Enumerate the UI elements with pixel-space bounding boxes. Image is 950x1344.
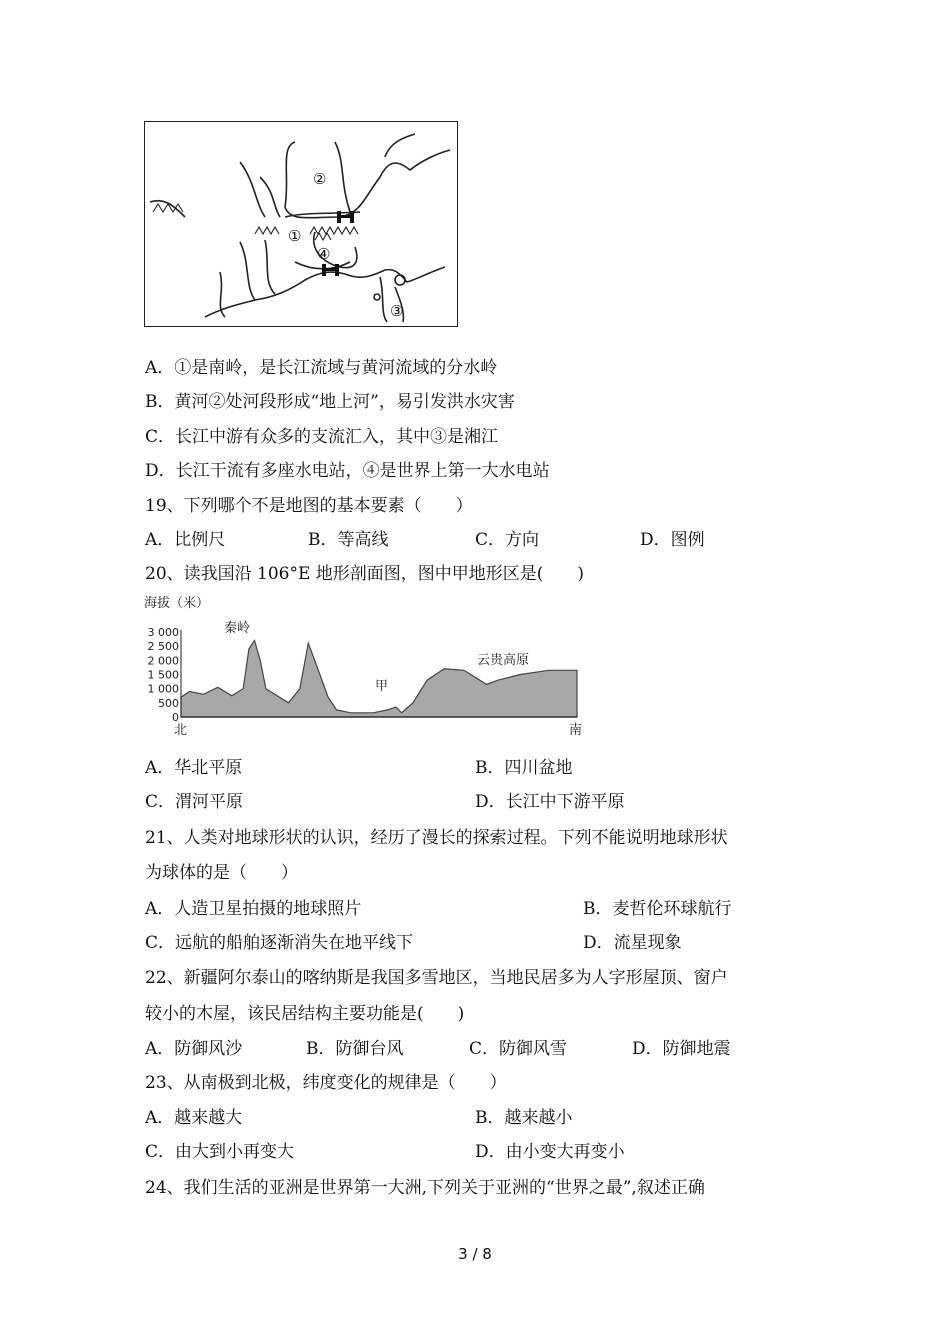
q22-option-d: D．防御地震 (632, 1039, 731, 1059)
q20-stem: 20、读我国沿 106°E 地形剖面图，图中甲地形区是( ) (145, 564, 585, 584)
q20-option-d: D．长江中下游平原 (475, 792, 625, 812)
y-axis-label: 海拔（米） (144, 596, 210, 611)
terrain-profile-svg (144, 592, 594, 738)
q20-option-c: C．渭河平原 (145, 792, 244, 812)
y-tick-label: 2 500 (147, 640, 179, 654)
q21-option-a: A．人造卫星拍摄的地球照片 (145, 899, 362, 919)
q19-option-d: D．图例 (640, 530, 705, 550)
q19-option-b: B．等高线 (308, 530, 389, 550)
y-tick-label: 0 (172, 711, 179, 724)
q20-option-b: B．四川盆地 (475, 758, 573, 778)
q22-stem-line2: 较小的木屋，该民居结构主要功能是( ) (145, 1004, 465, 1024)
yellow-river (285, 142, 450, 218)
marker-1: ① (288, 227, 302, 245)
q21-stem-line1: 21、人类对地球形状的认识，经历了漫长的探索过程。下列不能说明地球形状 (145, 828, 728, 848)
q23-option-c: C．由大到小再变大 (145, 1142, 295, 1162)
marker-2: ② (313, 170, 327, 188)
mountain-symbols (153, 204, 358, 240)
q23-option-b: B．越来越小 (475, 1108, 573, 1128)
q22-stem-line1: 22、新疆阿尔泰山的喀纳斯是我国多雪地区，当地民居多为人字形屋顶、窗户 (145, 968, 728, 988)
annotation-qinling: 秦岭 (224, 621, 251, 636)
y-tick-label: 1 500 (147, 668, 179, 682)
q24-stem: 24、我们生活的亚洲是世界第一大洲,下列关于亚洲的“世界之最”,叙述正确 (145, 1178, 705, 1198)
page-number: 3 / 8 (458, 1245, 492, 1263)
q18-option-c: C．长江中游有众多的支流汇入，其中③是湘江 (145, 427, 499, 447)
x-start-label: 北 (174, 723, 188, 738)
q19-option-a: A．比例尺 (145, 530, 226, 550)
q20-option-a: A．华北平原 (145, 758, 243, 778)
q18-option-a: A．①是南岭，是长江流域与黄河流域的分水岭 (145, 358, 498, 378)
q21-stem-line2: 为球体的是（ ） (145, 863, 298, 883)
q23-option-d: D．由小变大再变小 (475, 1142, 625, 1162)
q18-option-b: B．黄河②处河段形成“地上河”，易引发洪水灾害 (145, 392, 515, 412)
q22-option-b: B．防御台风 (306, 1039, 404, 1059)
q21-option-c: C．远航的船舶逐渐消失在地平线下 (145, 933, 414, 953)
q18-option-d: D．长江干流有多座水电站，④是世界上第一大水电站 (145, 461, 550, 481)
y-tick-label: 500 (158, 696, 179, 710)
y-tick-label: 1 000 (147, 682, 179, 696)
marker-3: ③ (390, 302, 404, 320)
marker-4: ④ (317, 245, 331, 263)
q22-option-a: A．防御风沙 (145, 1039, 243, 1059)
river-map (145, 122, 456, 325)
q19-option-c: C．方向 (475, 530, 540, 550)
river-map-figure (144, 121, 458, 327)
y-tick-label: 2 000 (147, 654, 179, 668)
q21-option-b: B．麦哲伦环球航行 (583, 899, 732, 919)
annotation-yungui: 云贵高原 (477, 653, 530, 668)
y-tick-label: 3 000 (147, 626, 179, 639)
q23-stem: 23、从南极到北极，纬度变化的规律是（ ） (145, 1073, 507, 1093)
q23-option-a: A．越来越大 (145, 1108, 243, 1128)
q22-option-c: C．防御风雪 (469, 1039, 568, 1059)
q21-option-d: D．流星现象 (583, 933, 682, 953)
terrain-profile-chart (144, 592, 594, 738)
x-end-label: 南 (569, 723, 583, 738)
annotation-jia: 甲 (375, 679, 389, 694)
q19-stem: 19、下列哪个不是地图的基本要素（ ） (145, 496, 473, 516)
